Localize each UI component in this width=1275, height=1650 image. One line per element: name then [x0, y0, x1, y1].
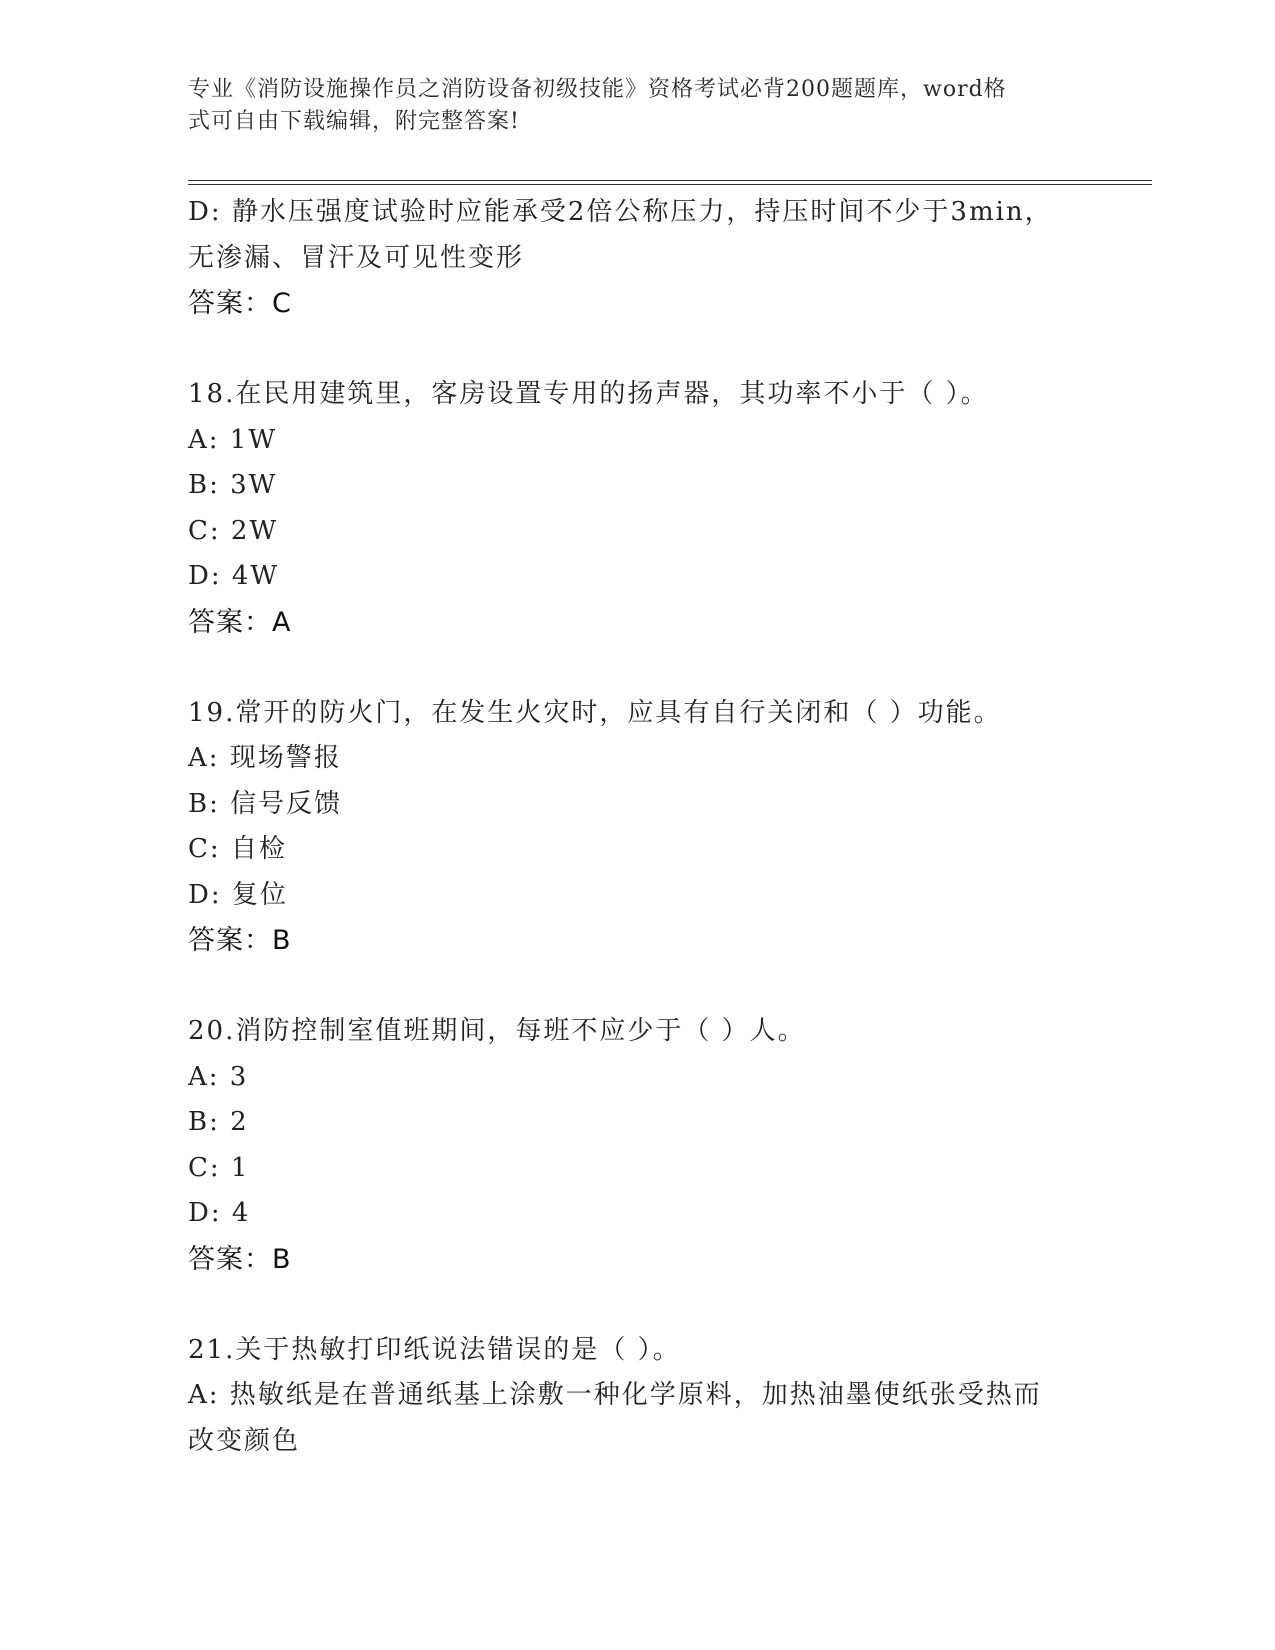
option-a-line-2: 改变颜色: [188, 1425, 301, 1456]
header-divider-top: [188, 180, 1152, 181]
spacer: [188, 964, 1088, 1010]
question-21: [188, 1328, 1088, 1465]
option-b: B: 信号反馈: [188, 788, 343, 819]
question-19: [188, 691, 1088, 964]
page-header: [188, 74, 1068, 138]
option-a: A: 1W: [188, 424, 278, 455]
question-17-tail: [188, 190, 1088, 327]
option-b: B: 3W: [188, 470, 278, 500]
question-text: 20.消防控制室值班期间，每班不应少于（ ）人。: [188, 1016, 806, 1046]
header-line-1: 专业《消防设施操作员之消防设备初级技能》资格考试必背200题题库，word格: [188, 77, 1007, 102]
option-d-line-1: D: 静水压强度试验时应能承受2倍公称压力，持压时间不少于3min，: [188, 197, 1053, 227]
question-text: 19.常开的防火门，在发生火灾时，应具有自行关闭和（ ）功能。: [188, 697, 1002, 728]
option-c: C: 2W: [188, 515, 279, 546]
option-b: B: 2: [188, 1107, 249, 1137]
question-18: [188, 372, 1088, 645]
question-20: [188, 1009, 1088, 1282]
header-divider-bottom: [188, 184, 1152, 185]
option-d: D: 4: [188, 1198, 251, 1228]
answer: 答案：B: [188, 1243, 292, 1275]
option-d: D: 复位: [188, 879, 288, 910]
question-text: 18.在民用建筑里，客房设置专用的扬声器，其功率不小于（ ）。: [188, 379, 989, 409]
option-a: A: 3: [188, 1061, 249, 1092]
spacer: [188, 645, 1088, 691]
option-a-line-1: A: 热敏纸是在普通纸基上涂敷一种化学原料，加热油墨使纸张受热而: [188, 1380, 1042, 1410]
spacer: [188, 327, 1088, 373]
question-list: [188, 190, 1088, 1464]
option-c: C: 1: [188, 1152, 250, 1183]
answer: 答案：A: [188, 606, 292, 638]
spacer: [188, 1282, 1088, 1328]
option-a: A: 现场警报: [188, 743, 342, 773]
option-d-line-2: 无渗漏、冒汗及可见性变形: [188, 242, 525, 273]
option-c: C: 自检: [188, 834, 287, 864]
question-text: 21.关于热敏打印纸说法错误的是（ ）。: [188, 1334, 681, 1365]
answer: 答案：C: [188, 288, 292, 319]
header-line-2: 式可自由下载编辑，附完整答案!: [188, 109, 520, 134]
answer: 答案：B: [188, 925, 292, 956]
option-d: D: 4W: [188, 561, 280, 591]
